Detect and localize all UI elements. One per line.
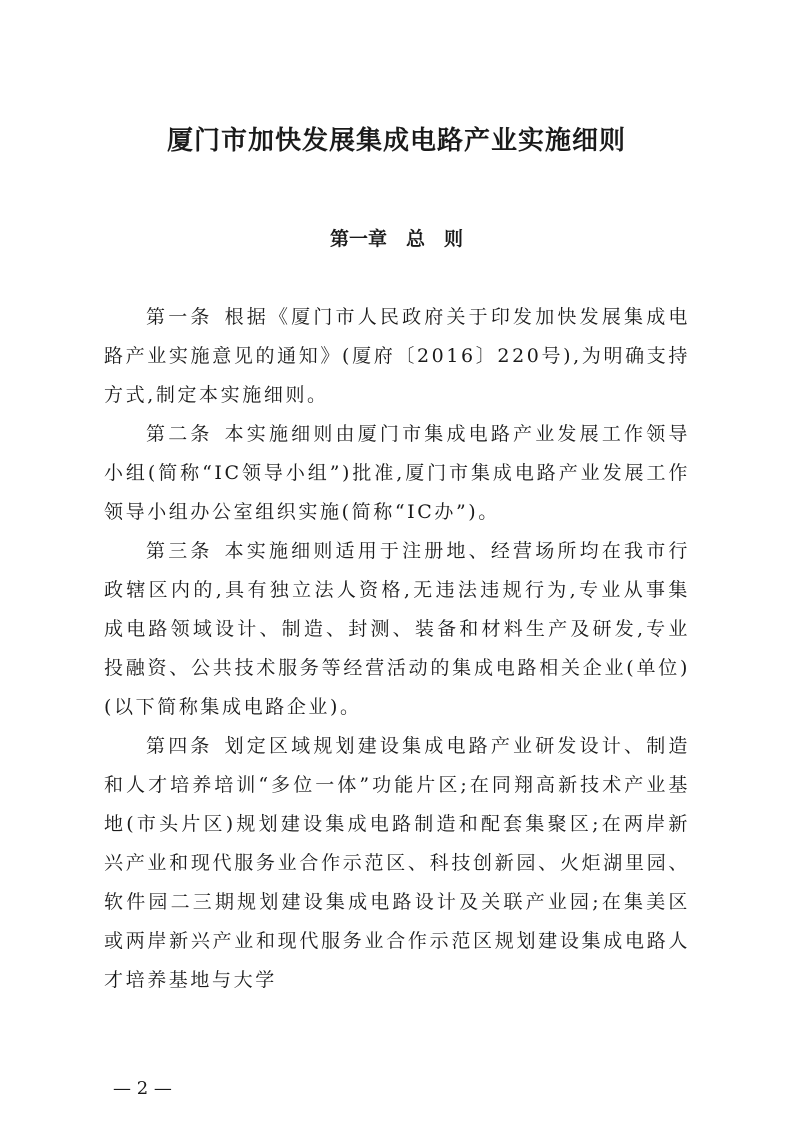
article-number: 第一条: [146, 306, 213, 328]
chapter-heading: 第一章 总 则: [329, 228, 463, 250]
article-text: 本实施细则适用于注册地、经营场所均在我市行政辖区内的,具有独立法人资格,无违法违规行为,专业从事集成电路领域设计、制造、封测、装备和材料生产及研发,专业投融资、公共技术服务等经营活动的集成电路相关企业(单位)(以下简称集成电路企业)。: [104, 540, 690, 718]
article-paragraph: [104, 298, 690, 415]
document-body: [104, 298, 690, 1000]
article-paragraph: [104, 727, 690, 1000]
article-text: 根据《厦门市人民政府关于印发加快发展集成电路产业实施意见的通知》(厦府〔2016〕220号),为明确支持方式,制定本实施细则。: [104, 306, 690, 406]
article-paragraph: [104, 532, 690, 727]
article-number: 第四条: [146, 735, 213, 757]
article-number: 第二条: [146, 423, 213, 445]
article-number: 第三条: [146, 540, 213, 562]
article-text: 划定区域规划建设集成电路产业研发设计、制造和人才培养培训“多位一体”功能片区;在同翔高新技术产业基地(市头片区)规划建设集成电路制造和配套集聚区;在两岸新兴产业和现代服务业合作示范区、科技创新园、火炬湖里园、软件园二三期规划建设集成电路设计及关联产业园;在集美区或两岸新兴产业和现代服务业合作示范区规划建设集成电路人才培养基地与大学: [104, 735, 690, 991]
article-text: 本实施细则由厦门市集成电路产业发展工作领导小组(简称“IC领导小组”)批准,厦门市集成电路产业发展工作领导小组办公室组织实施(简称“IC办”)。: [104, 423, 690, 523]
article-paragraph: [104, 415, 690, 532]
page-number: — 2 —: [113, 1078, 172, 1099]
document-title: 厦门市加快发展集成电路产业实施细则: [166, 126, 626, 156]
